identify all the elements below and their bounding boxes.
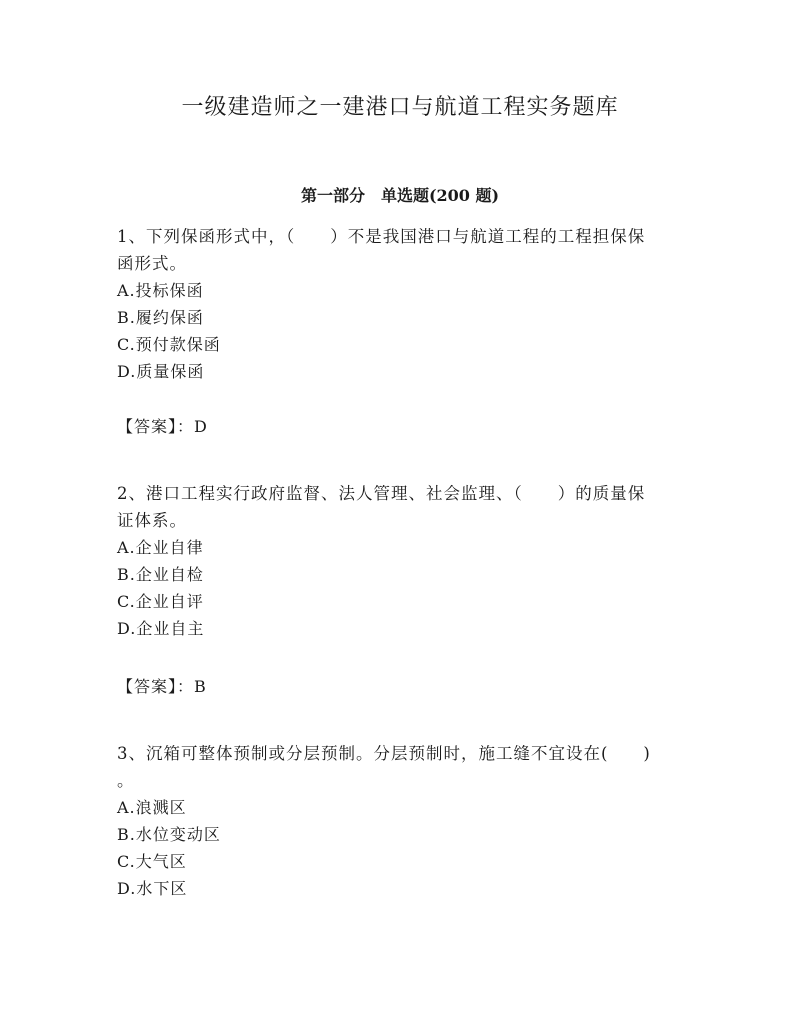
answer-label: 【答案】： [117, 677, 195, 696]
option-d: D.水下区 [117, 879, 188, 898]
answer-label: 【答案】： [117, 417, 195, 436]
question-stem-line: 3、沉箱可整体预制或分层预制。分层预制时，施工缝不宜设在( ) [117, 744, 651, 763]
option-c: C.预付款保函 [117, 335, 221, 354]
option-b: B.履约保函 [117, 308, 204, 327]
option-d: D.企业自主 [117, 619, 205, 638]
option-a: A.投标保函 [117, 281, 204, 300]
question-stem-line: 证体系。 [117, 511, 187, 530]
answer-value: B [194, 677, 207, 696]
question-3 [117, 740, 677, 902]
question-2 [117, 480, 677, 642]
option-a: A.浪溅区 [117, 798, 187, 817]
question-1 [117, 223, 677, 385]
question-stem-line: 2、港口工程实行政府监督、法人管理、社会监理、（ ）的质量保 [117, 484, 646, 503]
question-stem-line: 。 [117, 771, 135, 790]
question-stem-line: 函形式。 [117, 254, 187, 273]
answer-1 [117, 413, 677, 440]
answer-2 [117, 673, 677, 700]
answer-line [117, 673, 677, 700]
document-title: 一级建造师之一建港口与航道工程实务题库 [181, 95, 619, 120]
question-stem-line: 1、下列保函形式中，（ ）不是我国港口与航道工程的工程担保保 [117, 227, 646, 246]
answer-line [117, 413, 677, 440]
option-b: B.企业自检 [117, 565, 204, 584]
option-a: A.企业自律 [117, 538, 204, 557]
section-title: 第一部分 单选题(200 题) [300, 186, 500, 205]
answer-value: D [194, 417, 208, 436]
option-d: D.质量保函 [117, 362, 205, 381]
option-c: C.大气区 [117, 852, 187, 871]
option-b: B.水位变动区 [117, 825, 221, 844]
option-c: C.企业自评 [117, 592, 204, 611]
